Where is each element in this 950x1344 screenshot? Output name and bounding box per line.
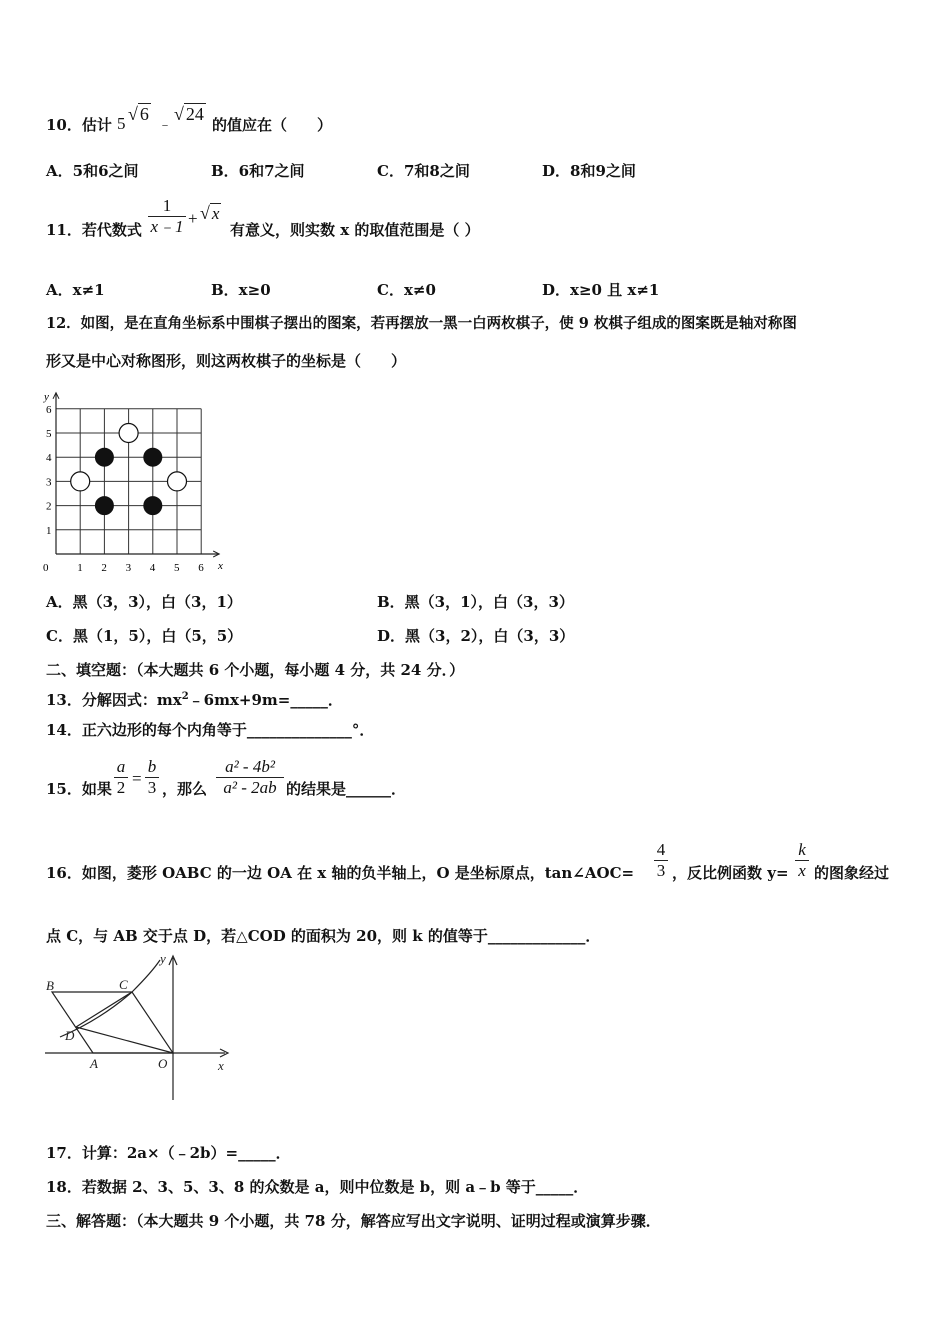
label-o: O	[158, 1056, 168, 1071]
y-tick-label: 6	[46, 403, 52, 416]
y-tick-label: 2	[46, 500, 52, 513]
q16-part-2: ，反比例函数 y=	[672, 864, 789, 882]
q14-line: 14．正六边形的每个内角等于______________°．	[46, 721, 375, 739]
x-tick-label: 1	[77, 562, 83, 574]
q10-option-d: D．8和9之间	[542, 162, 636, 180]
q11-fraction: 1 x﹣1	[148, 196, 186, 237]
q11-option-d: D．x≥0 且 x≠1	[542, 281, 660, 299]
q18-line: 18．若数据 2、3、5、3、8 的众数是 a，则中位数是 b，则 a﹣b 等于_____．	[46, 1178, 589, 1196]
q11-tail: 有意义，则实数 x 的取值范围是（ ）	[230, 221, 480, 239]
q12-option-c: C．黑（1，5），白（5，5）	[46, 627, 243, 645]
q11-option-c: C．x≠0	[377, 281, 436, 299]
rhombus-figure	[40, 950, 240, 1105]
section-2-heading: 二、填空题：（本大题共 6 个小题，每小题 4 分，共 24 分．）	[46, 661, 465, 679]
q15-tail: 的结果是______．	[286, 780, 407, 798]
black-stone	[144, 497, 162, 515]
q11-option-b: B．x≥0	[211, 281, 271, 299]
q15-mid: ，那么	[162, 780, 208, 798]
black-stone	[95, 497, 113, 515]
q12-option-a: A．黑（3，3），白（3，1）	[46, 593, 242, 611]
q12-option-b: B．黑（3，1），白（3，3）	[377, 593, 574, 611]
q10-tail: 的值应在（ ）	[212, 116, 333, 134]
label-x: x	[218, 1058, 224, 1073]
black-stone	[95, 448, 113, 466]
q12-option-d: D．黑（3，2），白（3，3）	[377, 627, 575, 645]
section-3-heading: 三、解答题：（本大题共 9 个小题，共 78 分，解答应写出文字说明、证明过程或演算步骤．	[46, 1212, 661, 1230]
q13-line: 13．分解因式：$mx^2﹣6mx+9m=\_\_\_\_\_$．	[46, 691, 343, 709]
q16-line-2: 点 C，与 AB 交于点 D，若△COD 的面积为 20，则 k 的值等于_____________．	[46, 927, 601, 945]
q12-line-1: 12．如图，是在直角坐标系中围棋子摆出的图案，若再摆放一黑一白两枚棋子，使 9 枚棋子组成的图案既是轴对称图	[46, 315, 797, 332]
black-stone	[144, 448, 162, 466]
q11-sqrt-x: √ x	[200, 203, 220, 223]
y-tick-label: 1	[46, 524, 52, 537]
q10-line	[46, 115, 112, 135]
q16-part-3: 的图象经过	[814, 864, 890, 882]
label-d: D	[65, 1028, 75, 1043]
q10-minus: ﹣	[158, 118, 172, 133]
white-stone	[119, 424, 138, 443]
q16-fraction-k-x: k x	[795, 840, 809, 881]
label-b: B	[46, 978, 54, 993]
q17-line: 17．计算：2a×（﹣2b）=_____．	[46, 1144, 291, 1162]
q16-part-1: 16．如图，菱形 OABC 的一边 OA 在 x 轴的负半轴上，O 是坐标原点，tan∠AOC=	[46, 864, 635, 882]
q15-fraction-a-2: a 2	[114, 757, 128, 798]
segment-dc	[76, 992, 132, 1027]
x-tick-label: 0	[43, 562, 49, 574]
q10-option-c: C．7和8之间	[377, 162, 470, 180]
x-tick-label: 3	[125, 562, 132, 574]
white-stone	[71, 472, 90, 491]
y-tick-label: 3	[46, 476, 52, 489]
q10-coefficient: 5	[117, 114, 126, 133]
q12-line-2: 形又是中心对称图形，则这两枚棋子的坐标是（ ）	[46, 352, 407, 370]
q15-number: 15．如果	[46, 780, 112, 798]
rhombus-oabc	[52, 992, 173, 1053]
q10-option-b: B．6和7之间	[211, 162, 305, 180]
label-y: y	[160, 951, 166, 966]
q15-equals: =	[132, 769, 142, 788]
x-tick-label: 6	[198, 562, 204, 574]
q11-plus: +	[188, 209, 198, 228]
x-tick-label: 2	[101, 562, 107, 574]
q10-sqrt-24: √ 24	[174, 104, 204, 124]
y-tick-label: 5	[46, 428, 52, 440]
go-board-figure	[40, 388, 240, 578]
x-tick-label: 4	[149, 562, 156, 574]
q15-fraction-b-3: b 3	[145, 757, 159, 798]
white-stone	[168, 472, 187, 491]
q10-number: 10．估计	[46, 116, 112, 134]
label-a: A	[90, 1056, 98, 1071]
q15-fraction-expression: a² - 4b² a² - 2ab	[216, 757, 284, 798]
x-tick-label: 5	[174, 562, 180, 574]
y-axis-label: y	[44, 391, 49, 403]
q10-option-a: A．5和6之间	[46, 162, 139, 180]
y-tick-label: 4	[46, 452, 52, 465]
q11-option-a: A．x≠1	[46, 281, 105, 299]
x-axis-label: x	[218, 560, 223, 572]
label-c: C	[119, 977, 128, 992]
q10-sqrt-6: √ 6	[128, 104, 149, 124]
q16-fraction-4-3: 4 3	[654, 840, 668, 881]
q11-number: 11．若代数式	[46, 221, 142, 239]
